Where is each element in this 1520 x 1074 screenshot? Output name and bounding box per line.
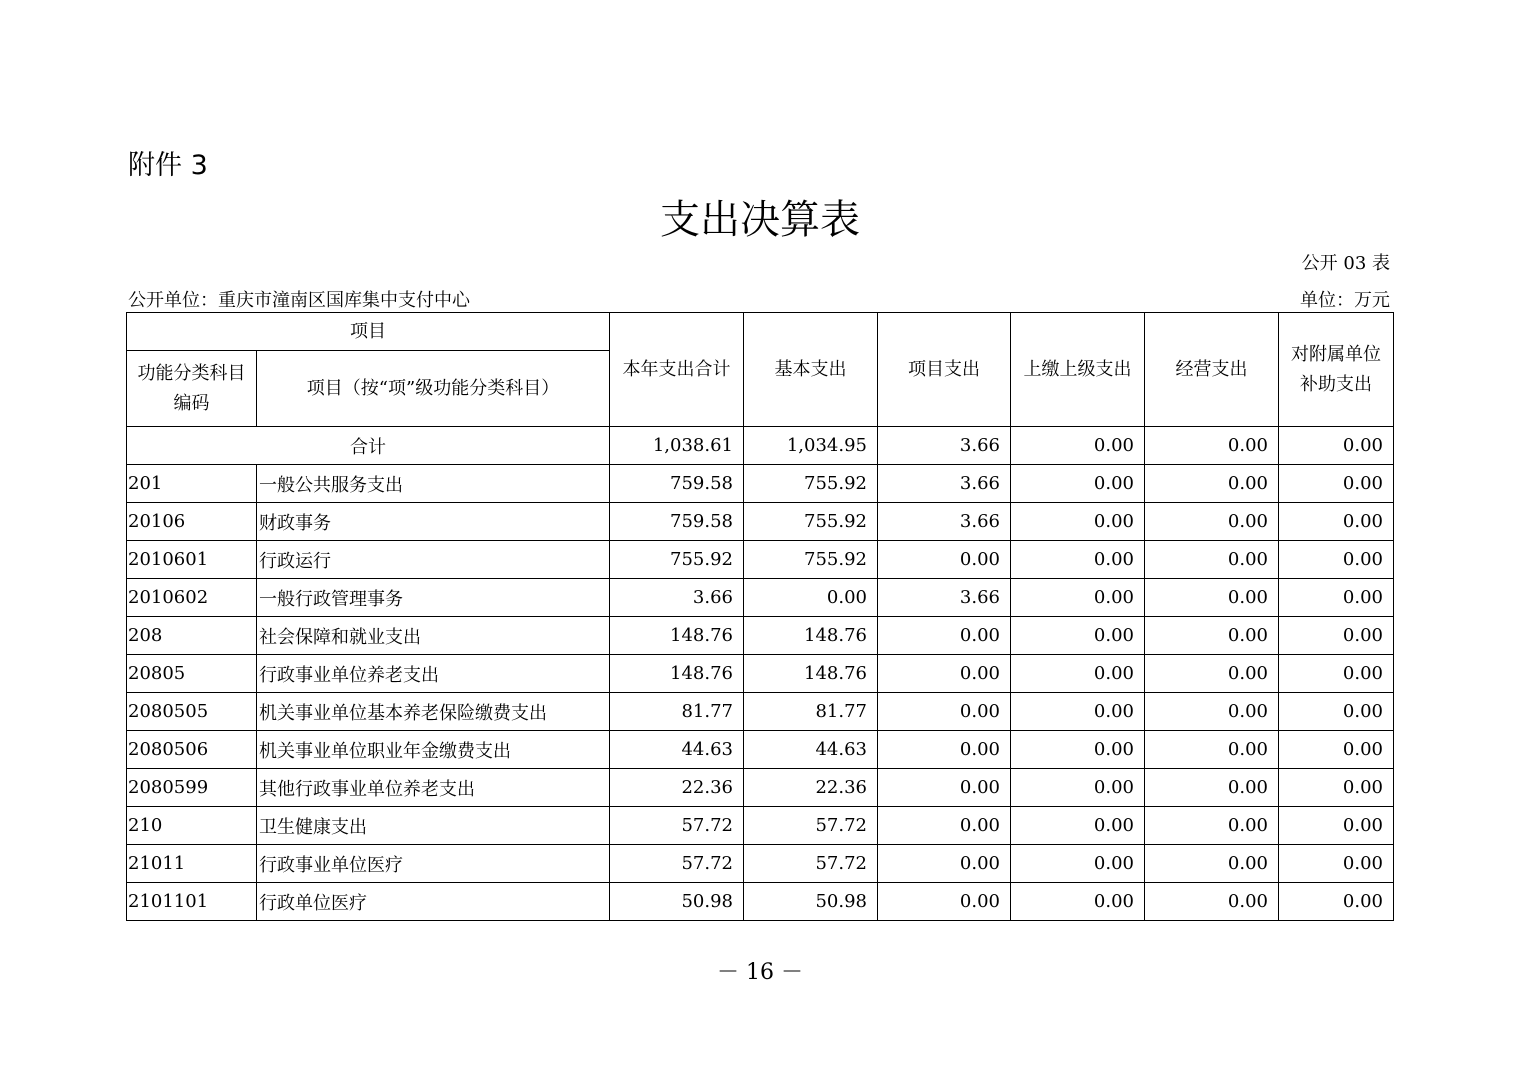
row-value: 81.77 bbox=[610, 693, 744, 731]
row-name: 机关事业单位职业年金缴费支出 bbox=[257, 731, 610, 769]
row-name: 行政事业单位医疗 bbox=[257, 845, 610, 883]
row-code: 20106 bbox=[127, 503, 257, 541]
row-value: 0.00 bbox=[878, 883, 1011, 921]
total-cell: 1,038.61 bbox=[610, 427, 744, 465]
row-value: 0.00 bbox=[1145, 845, 1279, 883]
table-row bbox=[127, 579, 1394, 617]
row-value: 0.00 bbox=[1145, 769, 1279, 807]
total-cell: 0.00 bbox=[1279, 427, 1394, 465]
row-value: 0.00 bbox=[1279, 883, 1394, 921]
row-value: 0.00 bbox=[1279, 845, 1394, 883]
total-cell: 0.00 bbox=[1011, 427, 1145, 465]
row-value: 0.00 bbox=[1011, 579, 1145, 617]
header-basic: 基本支出 bbox=[744, 313, 878, 427]
reporting-unit: 公开单位：重庆市潼南区国库集中支付中心 bbox=[128, 290, 470, 311]
row-code: 210 bbox=[127, 807, 257, 845]
total-cell: 3.66 bbox=[878, 427, 1011, 465]
row-code: 2080599 bbox=[127, 769, 257, 807]
total-cell: 1,034.95 bbox=[744, 427, 878, 465]
table-row bbox=[127, 617, 1394, 655]
header-code: 功能分类科目编码 bbox=[127, 351, 257, 427]
currency-unit: 单位：万元 bbox=[1300, 290, 1390, 311]
row-code: 2080506 bbox=[127, 731, 257, 769]
row-value: 148.76 bbox=[744, 655, 878, 693]
row-code: 208 bbox=[127, 617, 257, 655]
row-code: 2010602 bbox=[127, 579, 257, 617]
row-value: 0.00 bbox=[878, 769, 1011, 807]
row-name: 其他行政事业单位养老支出 bbox=[257, 769, 610, 807]
row-value: 0.00 bbox=[1145, 579, 1279, 617]
page-title: 支出决算表 bbox=[660, 197, 860, 243]
row-name: 卫生健康支出 bbox=[257, 807, 610, 845]
row-value: 0.00 bbox=[878, 541, 1011, 579]
expenditure-table bbox=[126, 312, 1394, 921]
table-row bbox=[127, 465, 1394, 503]
row-value: 0.00 bbox=[1011, 541, 1145, 579]
row-value: 0.00 bbox=[1145, 883, 1279, 921]
row-value: 0.00 bbox=[1279, 503, 1394, 541]
row-value: 0.00 bbox=[1279, 579, 1394, 617]
total-label: 合计 bbox=[127, 427, 610, 465]
row-name: 机关事业单位基本养老保险缴费支出 bbox=[257, 693, 610, 731]
row-value: 0.00 bbox=[1011, 807, 1145, 845]
row-value: 0.00 bbox=[1279, 769, 1394, 807]
row-value: 0.00 bbox=[1279, 541, 1394, 579]
table-row bbox=[127, 769, 1394, 807]
row-value: 0.00 bbox=[1279, 617, 1394, 655]
total-row bbox=[127, 427, 1394, 465]
row-value: 0.00 bbox=[1279, 693, 1394, 731]
row-code: 2010601 bbox=[127, 541, 257, 579]
row-value: 0.00 bbox=[1145, 655, 1279, 693]
table-row bbox=[127, 541, 1394, 579]
row-value: 0.00 bbox=[1011, 731, 1145, 769]
row-code: 20805 bbox=[127, 655, 257, 693]
row-name: 行政单位医疗 bbox=[257, 883, 610, 921]
header-subsidy: 对附属单位补助支出 bbox=[1279, 313, 1394, 427]
table-row bbox=[127, 807, 1394, 845]
row-value: 3.66 bbox=[878, 579, 1011, 617]
row-value: 57.72 bbox=[744, 807, 878, 845]
table-row bbox=[127, 845, 1394, 883]
row-value: 0.00 bbox=[878, 693, 1011, 731]
header-business: 经营支出 bbox=[1145, 313, 1279, 427]
row-value: 0.00 bbox=[878, 731, 1011, 769]
row-value: 0.00 bbox=[1145, 807, 1279, 845]
row-value: 0.00 bbox=[1011, 693, 1145, 731]
row-value: 759.58 bbox=[610, 503, 744, 541]
row-value: 0.00 bbox=[1145, 541, 1279, 579]
row-code: 21011 bbox=[127, 845, 257, 883]
row-name: 一般公共服务支出 bbox=[257, 465, 610, 503]
row-value: 755.92 bbox=[744, 503, 878, 541]
header-project: 项目支出 bbox=[878, 313, 1011, 427]
page-number: － 16 － bbox=[717, 960, 803, 985]
row-name: 社会保障和就业支出 bbox=[257, 617, 610, 655]
row-value: 44.63 bbox=[744, 731, 878, 769]
row-value: 3.66 bbox=[610, 579, 744, 617]
row-value: 44.63 bbox=[610, 731, 744, 769]
row-value: 50.98 bbox=[610, 883, 744, 921]
row-value: 0.00 bbox=[1145, 503, 1279, 541]
row-value: 0.00 bbox=[878, 807, 1011, 845]
table-row bbox=[127, 883, 1394, 921]
row-value: 0.00 bbox=[1145, 693, 1279, 731]
row-value: 0.00 bbox=[1011, 883, 1145, 921]
row-value: 50.98 bbox=[744, 883, 878, 921]
row-code: 2080505 bbox=[127, 693, 257, 731]
row-value: 22.36 bbox=[610, 769, 744, 807]
row-name: 行政运行 bbox=[257, 541, 610, 579]
row-value: 0.00 bbox=[744, 579, 878, 617]
table-row bbox=[127, 503, 1394, 541]
row-value: 759.58 bbox=[610, 465, 744, 503]
row-value: 0.00 bbox=[1279, 465, 1394, 503]
row-value: 0.00 bbox=[1279, 655, 1394, 693]
header-project-group: 项目 bbox=[127, 313, 610, 351]
row-value: 57.72 bbox=[610, 845, 744, 883]
row-value: 0.00 bbox=[878, 617, 1011, 655]
row-value: 0.00 bbox=[1279, 807, 1394, 845]
table-row bbox=[127, 655, 1394, 693]
row-value: 0.00 bbox=[1279, 731, 1394, 769]
row-value: 3.66 bbox=[878, 503, 1011, 541]
row-value: 3.66 bbox=[878, 465, 1011, 503]
row-value: 57.72 bbox=[610, 807, 744, 845]
row-value: 0.00 bbox=[1011, 769, 1145, 807]
table-row bbox=[127, 693, 1394, 731]
row-value: 81.77 bbox=[744, 693, 878, 731]
row-value: 0.00 bbox=[1011, 503, 1145, 541]
row-value: 0.00 bbox=[878, 655, 1011, 693]
table-row bbox=[127, 731, 1394, 769]
row-code: 201 bbox=[127, 465, 257, 503]
total-cell: 0.00 bbox=[1145, 427, 1279, 465]
row-value: 0.00 bbox=[1011, 655, 1145, 693]
row-value: 0.00 bbox=[878, 845, 1011, 883]
header-total: 本年支出合计 bbox=[610, 313, 744, 427]
header-name: 项目（按“项”级功能分类科目） bbox=[257, 351, 610, 427]
row-value: 0.00 bbox=[1145, 465, 1279, 503]
row-value: 148.76 bbox=[744, 617, 878, 655]
row-value: 0.00 bbox=[1011, 465, 1145, 503]
row-value: 148.76 bbox=[610, 655, 744, 693]
header-remit: 上缴上级支出 bbox=[1011, 313, 1145, 427]
form-code: 公开 03 表 bbox=[1301, 253, 1390, 274]
row-value: 755.92 bbox=[610, 541, 744, 579]
row-code: 2101101 bbox=[127, 883, 257, 921]
row-value: 755.92 bbox=[744, 465, 878, 503]
row-value: 0.00 bbox=[1011, 845, 1145, 883]
attachment-label: 附件 3 bbox=[128, 150, 208, 181]
row-name: 行政事业单位养老支出 bbox=[257, 655, 610, 693]
row-name: 财政事务 bbox=[257, 503, 610, 541]
row-value: 22.36 bbox=[744, 769, 878, 807]
row-value: 57.72 bbox=[744, 845, 878, 883]
row-value: 148.76 bbox=[610, 617, 744, 655]
row-value: 0.00 bbox=[1145, 617, 1279, 655]
row-value: 755.92 bbox=[744, 541, 878, 579]
row-value: 0.00 bbox=[1011, 617, 1145, 655]
row-value: 0.00 bbox=[1145, 731, 1279, 769]
row-name: 一般行政管理事务 bbox=[257, 579, 610, 617]
